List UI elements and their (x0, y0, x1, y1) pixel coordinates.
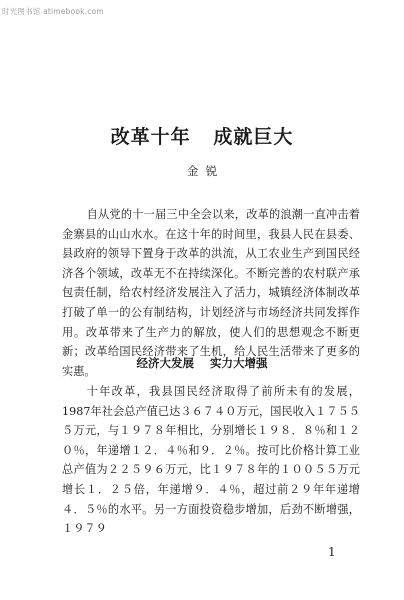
article-title: 改革十年 成就巨大 (110, 126, 294, 148)
section-body (62, 382, 360, 539)
paragraph: 自从党的十一届三中全会以来，改革的浪潮一直冲击着金寨县的山山水水。在这十年的时间里，我县人民在县委、县政府的领导下置身于改革的洪流，从工农业生产到国民经济各个领域，改革无不在持续深化。不断完善的农村联产承包责任制，给农村经济发展注入了活力，城镇经济体制改革打破了单一的公有制结构，计划经济与市场经济共同发挥作用。改革带来了生产力的解放，使人们的思想观念不断更新；改革给国民经济带来了生机，给人民生活带来了更多的实惠。 (62, 208, 360, 378)
page-number: 1 (328, 545, 336, 559)
author-name: 金 锐 (186, 164, 218, 178)
section-heading: 经济大发展 实力大增强 (136, 356, 268, 370)
watermark: 时光图书馆 atimebook.com (2, 7, 104, 16)
paragraph: 十年改革，我县国民经济取得了前所未有的发展，1987年社会总产值已达３６７４０万元，国民收入１７５５５万元，与１９７８年相比，分别增长１９８．８％和１２０％，年递增１２．４％和９．２％。按可比价格计算工业总产值为２２５９６万元，比１９７８年的１００５５万元增长１．２５倍，年递增９．４％，超过前２９年年递增４．５％的水平。另一方面投资稳步增加，后劲不断增强，１９７９ (62, 385, 360, 536)
